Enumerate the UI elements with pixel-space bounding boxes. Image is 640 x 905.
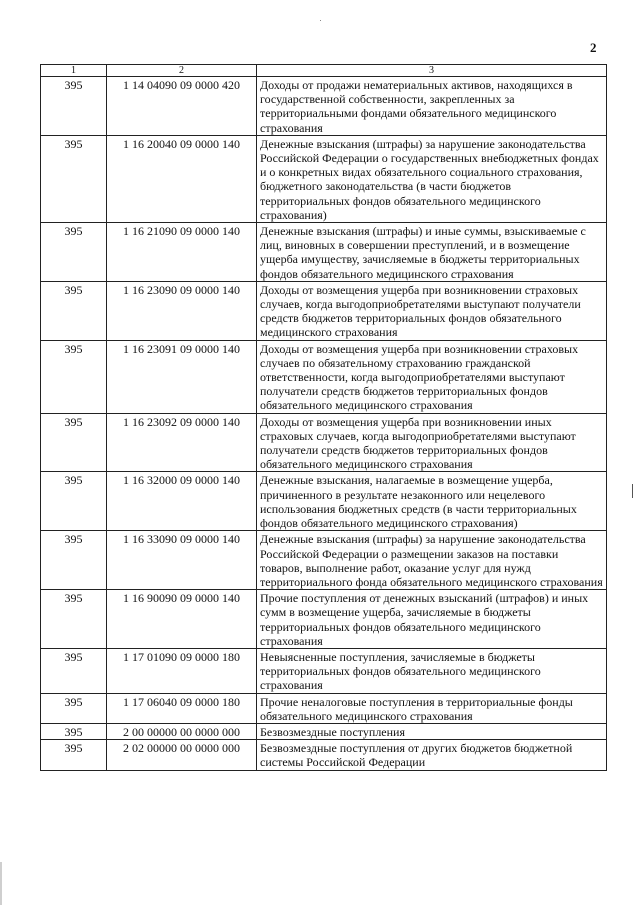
revenue-code-cell: 1 16 23092 09 0000 140 bbox=[107, 413, 257, 472]
revenue-name-cell: Денежные взыскания (штрафы) и иные суммы, взыскиваемые с лиц, виновных в совершении преступлений, и в возмещение ущерба имуществу, зачисляемые в бюджеты территориальных фондов обязательного медицинского страхования bbox=[257, 223, 607, 282]
revenue-name-cell: Доходы от продажи нематериальных активов, находящихся в государственной собственности, закрепленных за территориальными фондами обязательного медицинского страхования bbox=[257, 77, 607, 136]
table-row bbox=[41, 281, 607, 340]
table-row bbox=[41, 77, 607, 136]
table-row bbox=[41, 531, 607, 590]
admin-code-cell: 395 bbox=[41, 740, 107, 770]
header-col-1: 1 bbox=[41, 65, 107, 77]
scan-left-edge bbox=[0, 862, 2, 905]
revenue-code-cell: 1 16 21090 09 0000 140 bbox=[107, 223, 257, 282]
revenue-name-cell: Безвозмездные поступления bbox=[257, 723, 607, 739]
table-row bbox=[41, 340, 607, 413]
admin-code-cell: 395 bbox=[41, 590, 107, 649]
revenue-code-cell: 1 16 23091 09 0000 140 bbox=[107, 340, 257, 413]
admin-code-cell: 395 bbox=[41, 340, 107, 413]
revenue-code-cell: 1 17 01090 09 0000 180 bbox=[107, 648, 257, 693]
admin-code-cell: 395 bbox=[41, 281, 107, 340]
revenue-code-cell: 1 16 32000 09 0000 140 bbox=[107, 472, 257, 531]
revenue-name-cell: Денежные взыскания (штрафы) за нарушение законодательства Российской Федерации о государственных внебюджетных фондах и о конкретных видах обязательного социального страхования, бюджетного законодательства (в части бюджетов территориальных фондов обязательного медицинского страхования) bbox=[257, 135, 607, 222]
revenue-name-cell: Доходы от возмещения ущерба при возникновении страховых случаев по обязательному страхованию гражданской ответственности, когда выгодоприобретателями выступают получатели средств бюджетов территориальных фондов обязательного медицинского страхования bbox=[257, 340, 607, 413]
revenue-name-cell: Денежные взыскания (штрафы) за нарушение законодательства Российской Федерации о размещении заказов на поставки товаров, выполнение работ, оказание услуг для нужд территориального фонда обязательного медицинского страхования bbox=[257, 531, 607, 590]
revenue-name-cell: Доходы от возмещения ущерба при возникновении иных страховых случаев, когда выгодоприобретателями выступают получатели средств бюджетов территориальных фондов обязательного медицинского страхования bbox=[257, 413, 607, 472]
revenue-code-cell: 1 17 06040 09 0000 180 bbox=[107, 693, 257, 723]
table-row bbox=[41, 648, 607, 693]
admin-code-cell: 395 bbox=[41, 648, 107, 693]
admin-code-cell: 395 bbox=[41, 723, 107, 739]
revenue-code-cell: 1 14 04090 09 0000 420 bbox=[107, 77, 257, 136]
table-row bbox=[41, 590, 607, 649]
table-row bbox=[41, 740, 607, 770]
revenue-codes-table bbox=[40, 64, 607, 771]
revenue-code-cell: 1 16 23090 09 0000 140 bbox=[107, 281, 257, 340]
admin-code-cell: 395 bbox=[41, 472, 107, 531]
admin-code-cell: 395 bbox=[41, 531, 107, 590]
revenue-code-cell: 1 16 90090 09 0000 140 bbox=[107, 590, 257, 649]
admin-code-cell: 395 bbox=[41, 413, 107, 472]
revenue-code-cell: 2 02 00000 00 0000 000 bbox=[107, 740, 257, 770]
revenue-name-cell: Невыясненные поступления, зачисляемые в бюджеты территориальных фондов обязательного медицинского страхования bbox=[257, 648, 607, 693]
revenue-code-cell: 2 00 00000 00 0000 000 bbox=[107, 723, 257, 739]
table-row bbox=[41, 723, 607, 739]
revenue-name-cell: Прочие неналоговые поступления в территориальные фонды обязательного медицинского страхования bbox=[257, 693, 607, 723]
header-col-2: 2 bbox=[107, 65, 257, 77]
revenue-name-cell: Прочие поступления от денежных взысканий (штрафов) и иных сумм в возмещение ущерба, зачисляемые в бюджеты территориальных фондов обязательного медицинского страхования bbox=[257, 590, 607, 649]
revenue-name-cell: Безвозмездные поступления от других бюджетов бюджетной системы Российской Федерации bbox=[257, 740, 607, 770]
table-row bbox=[41, 135, 607, 222]
scan-artifact-mark bbox=[632, 484, 633, 498]
table-row bbox=[41, 472, 607, 531]
revenue-name-cell: Доходы от возмещения ущерба при возникновении страховых случаев, когда выгодоприобретателями выступают получатели средств бюджетов территориальных фондов обязательного медицинского страхования bbox=[257, 281, 607, 340]
page-number: 2 bbox=[590, 40, 597, 55]
scan-artifact-dot bbox=[320, 20, 321, 21]
header-col-3: 3 bbox=[257, 65, 607, 77]
table-row bbox=[41, 413, 607, 472]
admin-code-cell: 395 bbox=[41, 135, 107, 222]
revenue-name-cell: Денежные взыскания, налагаемые в возмещение ущерба, причиненного в результате незаконного или нецелевого использования бюджетных средств (в части территориальных фондов обязательного медицинского страхования) bbox=[257, 472, 607, 531]
revenue-code-cell: 1 16 33090 09 0000 140 bbox=[107, 531, 257, 590]
admin-code-cell: 395 bbox=[41, 693, 107, 723]
admin-code-cell: 395 bbox=[41, 77, 107, 136]
table-header-row bbox=[41, 65, 607, 77]
revenue-code-cell: 1 16 20040 09 0000 140 bbox=[107, 135, 257, 222]
table-row bbox=[41, 223, 607, 282]
admin-code-cell: 395 bbox=[41, 223, 107, 282]
table-row bbox=[41, 693, 607, 723]
